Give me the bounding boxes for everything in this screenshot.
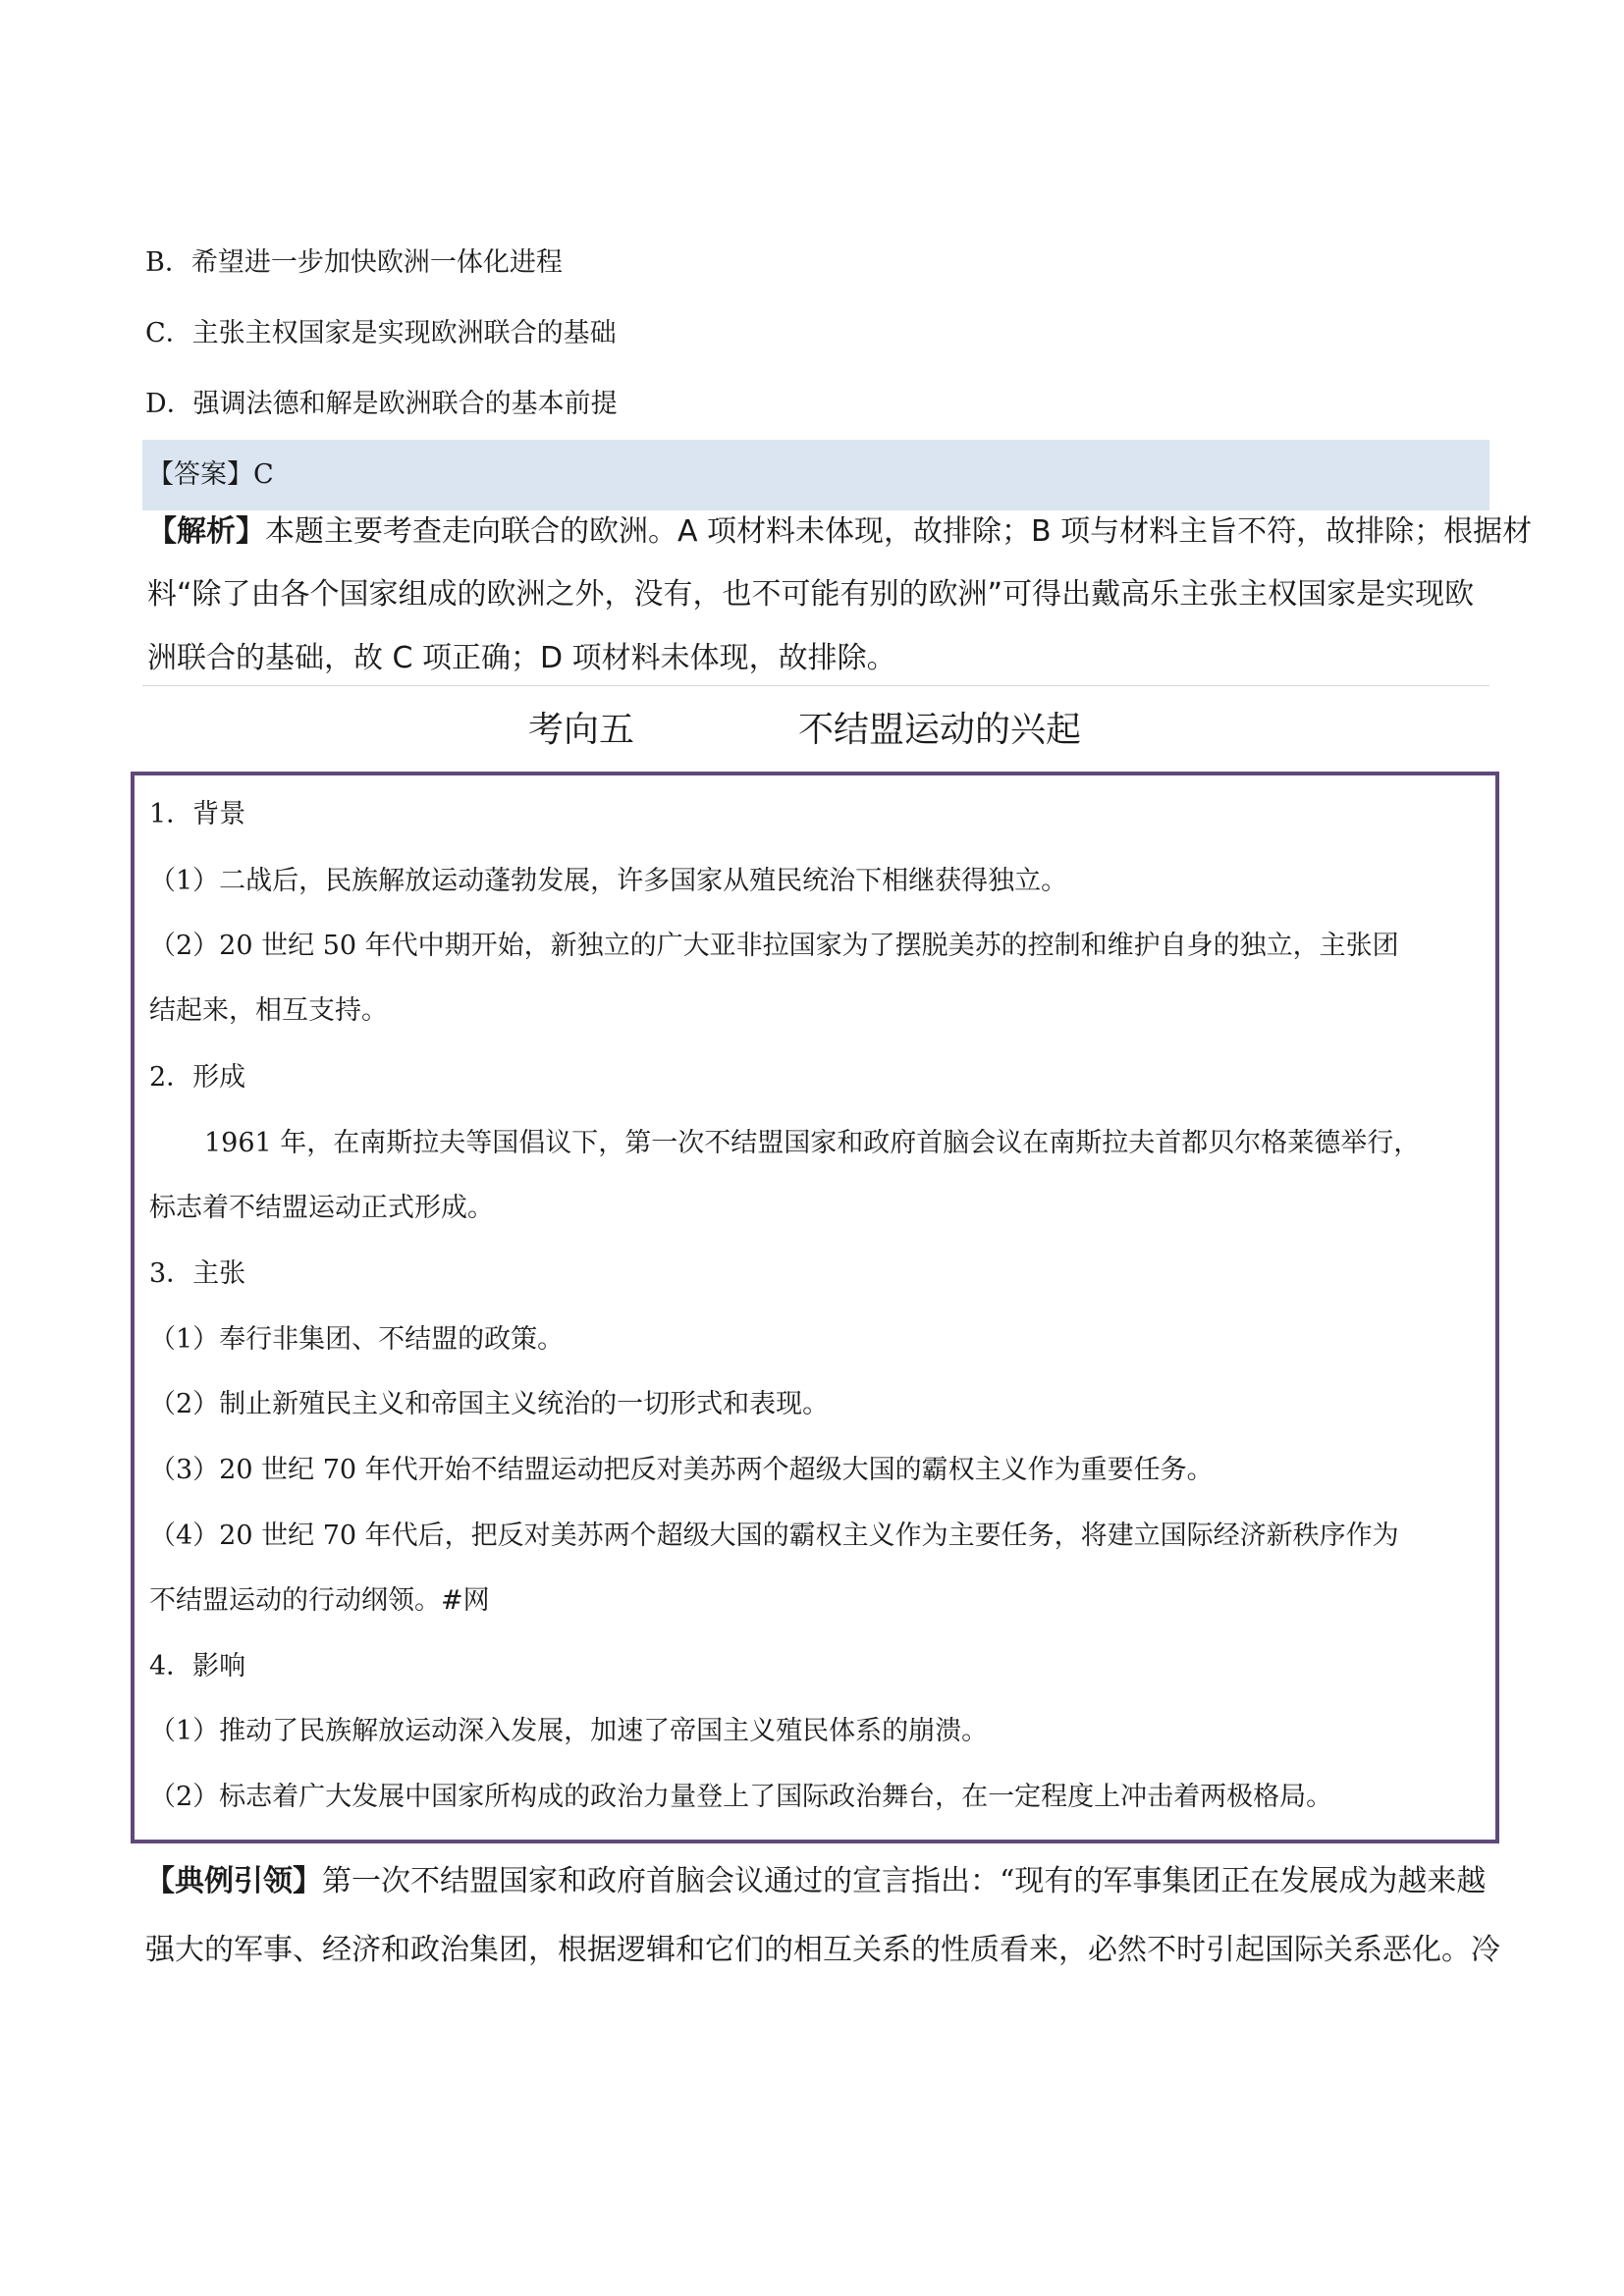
analysis-label: 【解析】 xyxy=(147,514,265,549)
proposition-2: （2）制止新殖民主义和帝国主义统治的一切形式和表现。 xyxy=(149,1389,830,1419)
proposition-1: （1）奉行非集团、不结盟的政策。 xyxy=(149,1324,565,1355)
background-point-2a: （2）20 世纪 50 年代中期开始，新独立的广大亚非拉国家为了摆脱美苏的控制和维护自身的独立，主张团 xyxy=(149,931,1399,961)
analysis-line-2: 料“除了由各个国家组成的欧洲之外，没有，也不可能有别的欧洲”可得出戴高乐主张主权国家是实现欧 xyxy=(147,577,1475,612)
example-line-2: 强大的军事、经济和政治集团，根据逻辑和它们的相互关系的性质看来，必然不时引起国际关系恶化。冷 xyxy=(145,1933,1500,1967)
proposition-4b: 不结盟运动的行动纲领。#网 xyxy=(149,1585,490,1616)
formation-text-b: 标志着不结盟运动正式形成。 xyxy=(149,1193,494,1223)
proposition-3: （3）20 世纪 70 年代开始不结盟运动把反对美苏两个超级大国的霸权主义作为重要任务。 xyxy=(149,1455,1214,1485)
example-line-1 xyxy=(145,1863,1486,1900)
option-b: B．希望进一步加快欧洲一体化进程 xyxy=(145,247,563,278)
analysis-line-3: 洲联合的基础，故 C 项正确；D 项材料未体现，故排除。 xyxy=(147,641,896,675)
heading-background: 1．背景 xyxy=(149,799,246,829)
example-label: 【典例引领】 xyxy=(145,1864,322,1898)
influence-1: （1）推动了民族解放运动深入发展，加速了帝国主义殖民体系的崩溃。 xyxy=(149,1716,989,1746)
formation-text-a: 1961 年，在南斯拉夫等国倡议下，第一次不结盟国家和政府首脑会议在南斯拉夫首都贝尔格莱德举行， xyxy=(204,1128,1421,1158)
option-c: C．主张主权国家是实现欧洲联合的基础 xyxy=(145,318,617,348)
answer-label: 【答案】 xyxy=(147,459,253,490)
influence-2: （2）标志着广大发展中国家所构成的政治力量登上了国际政治舞台，在一定程度上冲击着两极格局。 xyxy=(149,1782,1333,1812)
section-label: 考向五 xyxy=(528,710,635,750)
proposition-4a: （4）20 世纪 70 年代后，把反对美苏两个超级大国的霸权主义作为主要任务，将建立国际经济新秩序作为 xyxy=(149,1521,1399,1551)
background-point-2b: 结起来，相互支持。 xyxy=(149,995,388,1026)
background-point-1: （1）二战后，民族解放运动蓬勃发展，许多国家从殖民统治下相继获得独立。 xyxy=(149,866,1068,896)
example-text-1: 第一次不结盟国家和政府首脑会议通过的宣言指出：“现有的军事集团正在发展成为越来越 xyxy=(322,1864,1487,1898)
answer-line xyxy=(147,457,274,493)
heading-influence: 4．影响 xyxy=(149,1651,246,1682)
analysis-line-1 xyxy=(147,513,1533,551)
section-title: 不结盟运动的兴起 xyxy=(798,710,1082,750)
heading-formation: 2．形成 xyxy=(149,1062,246,1093)
analysis-divider xyxy=(142,685,1489,686)
answer-value: C xyxy=(253,459,274,490)
option-d: D．强调法德和解是欧洲联合的基本前提 xyxy=(145,389,618,419)
heading-proposition: 3．主张 xyxy=(149,1258,246,1289)
analysis-text-1: 本题主要考查走向联合的欧洲。A 项材料未体现，故排除；B 项与材料主旨不符，故排除；根据材 xyxy=(265,514,1533,549)
answer-highlight xyxy=(142,440,1489,510)
